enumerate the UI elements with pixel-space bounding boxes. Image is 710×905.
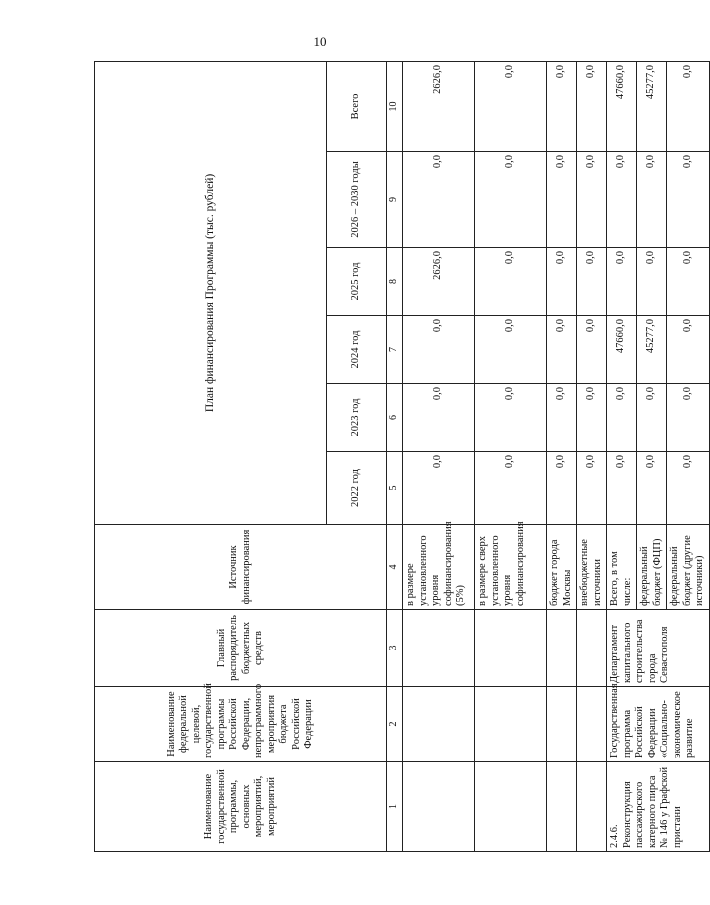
program-cell xyxy=(547,687,577,762)
table-row xyxy=(403,61,475,851)
header-total: Всего xyxy=(327,61,387,151)
page-number: 10 xyxy=(313,34,327,49)
column-number: 2 xyxy=(387,687,403,762)
value-cell: 0,0 xyxy=(637,248,667,316)
value-cell: 2626,0 xyxy=(403,61,475,151)
header-year: 2024 год xyxy=(327,316,387,384)
value-cell: 0,0 xyxy=(667,384,710,452)
header-year: 2025 год xyxy=(327,248,387,316)
column-number: 10 xyxy=(387,61,403,151)
value-cell: 0,0 xyxy=(547,316,577,384)
value-cell: 45277,0 xyxy=(637,61,667,151)
column-number: 3 xyxy=(387,610,403,687)
value-cell: 0,0 xyxy=(475,452,547,525)
column-number: 4 xyxy=(387,525,403,610)
value-cell: 0,0 xyxy=(637,152,667,248)
program-cell xyxy=(403,687,475,762)
table-row xyxy=(607,61,637,851)
value-cell: 0,0 xyxy=(607,384,637,452)
table-row xyxy=(577,61,607,851)
program-cell xyxy=(475,687,547,762)
value-cell: 0,0 xyxy=(577,248,607,316)
funding-source-cell: федеральный бюджет (другие источники) xyxy=(667,525,710,610)
manager-cell xyxy=(475,610,547,687)
header-program-name: Наименование государственной программы, основных мероприятий, мероприятий xyxy=(95,762,387,852)
value-cell: 0,0 xyxy=(607,248,637,316)
funding-source-cell: бюджет города Москвы xyxy=(547,525,577,610)
value-cell: 0,0 xyxy=(547,61,577,151)
measure-cell xyxy=(577,762,607,852)
value-cell: 0,0 xyxy=(475,152,547,248)
funding-source-cell: в размере установленного уровня софинансирования (5%) xyxy=(403,525,475,610)
measure-cell xyxy=(547,762,577,852)
value-cell: 0,0 xyxy=(475,248,547,316)
value-cell: 0,0 xyxy=(667,316,710,384)
column-number: 9 xyxy=(387,152,403,248)
value-cell: 0,0 xyxy=(475,316,547,384)
value-cell: 0,0 xyxy=(577,61,607,151)
value-cell: 0,0 xyxy=(667,152,710,248)
value-cell: 0,0 xyxy=(667,61,710,151)
column-number: 5 xyxy=(387,452,403,525)
value-cell: 0,0 xyxy=(547,152,577,248)
value-cell: 0,0 xyxy=(403,384,475,452)
value-cell: 0,0 xyxy=(475,61,547,151)
value-cell: 0,0 xyxy=(607,152,637,248)
value-cell: 47660,0 xyxy=(607,61,637,151)
measure-name-cell: 2.4.6. Реконструкция пассажирского катерного пирса № 146 у Графской пристани xyxy=(607,762,710,852)
table-row xyxy=(547,61,577,851)
header-federal-program: Наименование федеральной целевой, государственной программы Российской Федерации, непрограммного мероприятия бюджета Российской Федерации xyxy=(95,687,387,762)
manager-cell xyxy=(403,610,475,687)
financing-table xyxy=(94,61,710,852)
manager-cell xyxy=(577,610,607,687)
funding-source-cell: федеральный бюджет (ФЦП) xyxy=(637,525,667,610)
rotated-table-wrapper xyxy=(94,62,705,852)
value-cell: 2626,0 xyxy=(403,248,475,316)
column-number: 8 xyxy=(387,248,403,316)
manager-cell xyxy=(547,610,577,687)
value-cell: 0,0 xyxy=(577,152,607,248)
table-row xyxy=(475,61,547,851)
measure-cell xyxy=(475,762,547,852)
value-cell: 0,0 xyxy=(577,452,607,525)
value-cell: 0,0 xyxy=(547,384,577,452)
federal-program-cell: Государственная программа Российской Федерации «Социально-экономическое развитие xyxy=(607,687,710,762)
value-cell: 0,0 xyxy=(475,384,547,452)
value-cell: 45277,0 xyxy=(637,316,667,384)
value-cell: 0,0 xyxy=(403,316,475,384)
header-year: 2023 год xyxy=(327,384,387,452)
value-cell: 0,0 xyxy=(577,384,607,452)
value-cell: 0,0 xyxy=(547,452,577,525)
value-cell: 0,0 xyxy=(577,316,607,384)
value-cell: 0,0 xyxy=(403,152,475,248)
value-cell: 0,0 xyxy=(667,452,710,525)
funding-source-cell: в размере сверх установленного уровня софинансирования xyxy=(475,525,547,610)
header-budget-manager: Главный распорядитель бюджетных средств xyxy=(95,610,387,687)
header-financing-plan: План финансирования Программы (тыс. рублей) xyxy=(95,61,327,524)
value-cell: 0,0 xyxy=(403,452,475,525)
value-cell: 0,0 xyxy=(547,248,577,316)
column-number: 7 xyxy=(387,316,403,384)
value-cell: 47660,0 xyxy=(607,316,637,384)
header-year: 2022 год xyxy=(327,452,387,525)
program-cell xyxy=(577,687,607,762)
column-number: 6 xyxy=(387,384,403,452)
header-funding-source: Источник финансирования xyxy=(95,525,387,610)
value-cell: 0,0 xyxy=(667,248,710,316)
funding-source-cell: внебюджетные источники xyxy=(577,525,607,610)
value-cell: 0,0 xyxy=(637,384,667,452)
value-cell: 0,0 xyxy=(637,452,667,525)
column-number: 1 xyxy=(387,762,403,852)
budget-manager-cell: Департамент капитального строительства города Севастополя xyxy=(607,610,710,687)
measure-cell xyxy=(403,762,475,852)
header-year: 2026 – 2030 годы xyxy=(327,152,387,248)
value-cell: 0,0 xyxy=(607,452,637,525)
funding-source-cell: Всего, в том числе: xyxy=(607,525,637,610)
